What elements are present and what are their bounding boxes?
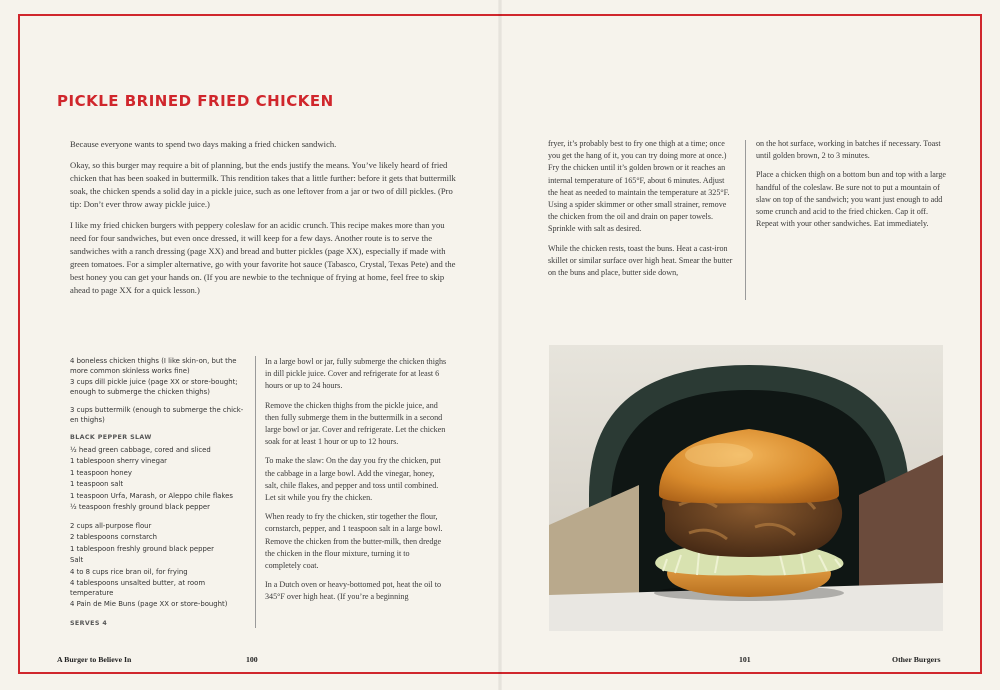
ingredient-item: ½ teaspoon freshly ground black pepper [70,503,210,511]
footer-chapter-title: Other Burgers [892,655,941,664]
slaw-heading: BLACK PEPPER SLAW [70,434,152,441]
ingredient-item: 4 to 8 cups rice bran oil, for frying [70,567,188,576]
ingredient-item: 2 cups all-purpose flour [70,521,152,530]
ingredient-item: 4 tablespoons unsalted butter, at room temperature [70,579,206,597]
method-step: When ready to fry the chicken, stir together the flour, cornstarch, pepper, and 1 teaspoon salt in a large bowl. Remove the chicken from the butter-milk, then dredge the chicken in the flour mixture, turning it to completely coat. [265,512,443,571]
column-divider [255,356,256,628]
method-step: To make the slaw: On the day you fry the chicken, put the cabbage in a large bowl. Add the vinegar, honey, salt, chile flakes, and pepper and toss until combined. Let sit while you fry the chicken. [265,456,441,503]
method-steps-left [265,356,447,611]
intro-paragraph: Okay, so this burger may require a bit of planning, but the ends justify the means. You’ve likely heard of fried chicken that has been soaked in buttermilk. This rendition takes that a little further: before it gets that buttermilk soak, the chicken spends a solid day in a pickle juice, such as one leftover from a jar or two of dill pickles. (Pro tip: Don’t ever throw away pickle juice.) [70,160,456,209]
ingredient-item: 1 teaspoon salt [70,480,124,488]
ingredient-list [70,357,250,631]
footer-book-title: A Burger to Believe In [57,655,132,664]
method-step: fryer, it’s probably best to fry one thigh at a time; once you get the hang of it, you can try doing more at once.) Fry the chicken until it’s golden brown or it reaches an internal temperature of 165°F, about 6 minutes. Adjust the heat as needed to maintain the temperature at 325°F. Using a spider skimmer or other small strainer, remove the chicken from the oil and drain on paper towels. Sprinkle with salt as desired. [548,139,730,234]
ingredient-item: 1 teaspoon Urfa, Marash, or Aleppo chile flakes [70,491,233,500]
bun-highlight [685,443,753,467]
ingredient-item: 2 tablespoons cornstarch [70,533,158,541]
intro-paragraph: Because everyone wants to spend two days making a fried chicken sandwich. [70,139,337,149]
book-gutter [498,0,502,690]
method-step: In a Dutch oven or heavy-bottomed pot, heat the oil to 345°F over high heat. (If you’re a beginning [265,580,441,602]
page-number-left: 100 [246,655,258,664]
ingredient-item: 1 tablespoon sherry vinegar [70,457,168,465]
intro-text [70,138,460,305]
method-steps-right-2 [756,138,946,237]
ingredient-item: 1 tablespoon freshly ground black pepper [70,544,214,553]
page-number-right: 101 [739,655,751,664]
ingredient-item: 4 boneless chicken thighs (I like skin-on, but the more common skinless works fine) [70,357,237,375]
recipe-title: PICKLE BRINED FRIED CHICKEN [57,92,334,110]
method-step: Place a chicken thigh on a bottom bun and top with a large handful of the coleslaw. Be sure not to put a mountain of slaw on top of the sandwich; you want just enough to add some crunch and acid to the fried chicken. Cap it off. Repeat with your other sandwiches. Eat immediately. [756,170,947,229]
ingredient-item: Salt [70,556,84,564]
method-step: In a large bowl or jar, fully submerge the chicken thighs in dill pickle juice. Cover and refrigerate for at least 6 hours or up to 24 hours. [265,357,447,391]
ingredient-item: ½ head green cabbage, cored and sliced [70,445,211,454]
method-step: on the hot surface, working in batches if necessary. Toast until golden brown, 2 to 3 minutes. [756,139,941,161]
method-steps-right-1 [548,138,733,286]
intro-paragraph: I like my fried chicken burgers with peppery coleslaw for an acidic crunch. This recipe makes more than you need for four sandwiches, but even once dressed, it will keep for a few days. Another route is to serve the sandwiches with a ranch dressing (page XX) and bread and butter pickles (page XX), especially if made with green tomatoes. For a simpler alternative, go with your favorite hot sauce (Tabasco, Crystal, Texas Pete) and the best honey you can get your hands on. (If you are newbie to the technique of frying at home, feel free to skip ahead to page XX for a quick lesson.) [70,220,456,295]
ingredient-item: 1 teaspoon honey [70,468,132,477]
method-step: Remove the chicken thighs from the pickle juice, and then fully submerge them in the buttermilk in a second large bowl or jar. Cover and refrigerate. Let the chicken soak for at least 1 hour or up to 12 hours. [265,400,446,447]
method-step: While the chicken rests, toast the buns. Heat a cast-iron skillet or similar surface over high heat. Smear the butter on the buns and place, butter side down, [548,243,733,278]
ingredient-item: 4 Pain de Mie Buns (page XX or store-bought) [70,600,228,608]
ingredient-item: 3 cups dill pickle juice (page XX or store-bought; enough to submerge the chicken thighs) [70,378,238,396]
serves-label: SERVES 4 [70,619,108,627]
column-divider [745,140,746,300]
burger-photo [549,345,943,631]
ingredient-item: 3 cups buttermilk (enough to submerge the chick-en thighs) [70,406,244,424]
